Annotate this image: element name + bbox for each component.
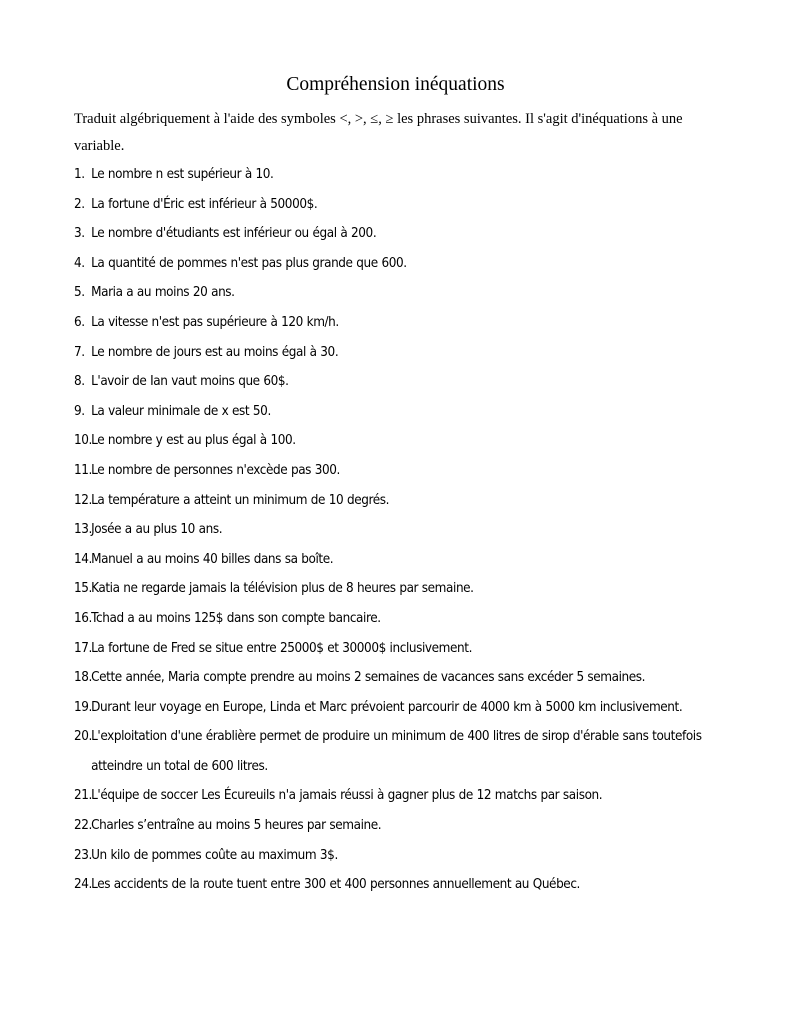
exercise-text: L'exploitation d'une érablière permet de produire un minimum de 400 litres de sirop d'érable sans toutefois atteindre un total de 600 litres. xyxy=(91,729,702,774)
exercise-item xyxy=(74,574,659,604)
exercise-item xyxy=(74,397,659,427)
exercise-number: 16. xyxy=(74,610,92,626)
exercise-item xyxy=(74,515,659,545)
exercise-text: Le nombre de jours est au moins égal à 30. xyxy=(91,344,339,360)
exercise-item xyxy=(74,486,659,516)
exercise-number: 20. xyxy=(74,729,92,745)
exercise-number: 24. xyxy=(74,877,92,893)
exercise-text: La valeur minimale de x est 50. xyxy=(91,403,271,419)
exercise-item xyxy=(74,426,659,456)
exercise-item xyxy=(74,219,659,249)
page-title: Compréhension inéquations xyxy=(286,74,505,95)
exercise-text: L'équipe de soccer Les Écureuils n'a jamais réussi à gagner plus de 12 matchs par saison. xyxy=(91,788,603,804)
exercise-item xyxy=(74,249,659,279)
exercise-item xyxy=(74,160,659,190)
exercise-text: Maria a au moins 20 ans. xyxy=(91,285,235,301)
exercise-item xyxy=(74,693,726,723)
exercise-item xyxy=(74,634,659,664)
exercise-number: 2. xyxy=(74,196,85,212)
exercise-number: 21. xyxy=(74,788,92,804)
exercise-text: Le nombre y est au plus égal à 100. xyxy=(91,433,296,449)
exercise-text: La quantité de pommes n'est pas plus grande que 600. xyxy=(91,255,407,271)
exercise-number: 10. xyxy=(74,433,92,449)
exercise-text: Josée a au plus 10 ans. xyxy=(91,522,223,538)
exercise-number: 23. xyxy=(74,847,92,863)
exercise-number: 4. xyxy=(74,255,85,271)
exercise-text: La fortune d'Éric est inférieur à 50000$. xyxy=(91,196,318,212)
exercise-item xyxy=(74,190,659,220)
exercise-text: Katia ne regarde jamais la télévision plus de 8 heures par semaine. xyxy=(91,581,474,597)
exercise-number: 17. xyxy=(74,640,92,656)
exercise-item xyxy=(74,722,726,781)
exercise-number: 8. xyxy=(74,374,85,390)
exercise-item xyxy=(74,367,659,397)
exercise-number: 19. xyxy=(74,699,92,715)
exercise-number: 5. xyxy=(74,285,85,301)
exercise-item xyxy=(74,663,659,693)
exercise-item xyxy=(74,338,659,368)
exercise-text: Tchad a au moins 125$ dans son compte bancaire. xyxy=(91,610,381,626)
exercise-number: 15. xyxy=(74,581,92,597)
exercise-item xyxy=(74,545,659,575)
exercise-number: 1. xyxy=(74,167,85,182)
exercise-item xyxy=(74,841,659,871)
exercise-text: La température a atteint un minimum de 10 degrés. xyxy=(91,492,390,508)
exercise-number: 22. xyxy=(74,818,92,834)
exercise-number: 3. xyxy=(74,226,85,242)
exercise-item xyxy=(74,308,659,338)
exercise-text: Les accidents de la route tuent entre 300 et 400 personnes annuellement au Québec. xyxy=(91,877,580,893)
exercise-number: 6. xyxy=(74,314,85,330)
exercise-item xyxy=(74,278,659,308)
exercise-text: La fortune de Fred se situe entre 25000$ et 30000$ inclusivement. xyxy=(91,640,472,656)
exercise-item xyxy=(74,604,659,634)
exercise-item xyxy=(74,456,659,486)
exercise-text: La vitesse n'est pas supérieure à 120 km/h. xyxy=(91,314,339,330)
exercise-number: 9. xyxy=(74,403,85,419)
exercise-number: 14. xyxy=(74,551,92,567)
exercise-text: Durant leur voyage en Europe, Linda et Marc prévoient parcourir de 4000 km à 5000 km inclusivement. xyxy=(91,699,683,715)
instructions-text: Traduit algébriquement à l'aide des symboles <, >, ≤, ≥ les phrases suivantes. Il s'agit d'inéquations à une variable. xyxy=(74,111,683,154)
exercise-text: Manuel a au moins 40 billes dans sa boîte. xyxy=(91,551,334,567)
exercise-text: Le nombre de personnes n'excède pas 300. xyxy=(91,462,340,478)
exercise-number: 7. xyxy=(74,344,85,360)
exercise-number: 11. xyxy=(74,462,92,478)
exercise-text: L'avoir de Ian vaut moins que 60$. xyxy=(91,374,289,390)
exercise-list xyxy=(74,160,702,900)
exercise-number: 18. xyxy=(74,670,92,686)
exercise-item xyxy=(74,870,659,900)
exercise-text: Cette année, Maria compte prendre au moins 2 semaines de vacances sans excéder 5 semaines. xyxy=(91,670,646,686)
exercise-number: 13. xyxy=(74,522,92,538)
exercise-text: Le nombre d'étudiants est inférieur ou égal à 200. xyxy=(91,226,377,242)
exercise-text: Le nombre n est supérieur à 10. xyxy=(91,167,274,182)
exercise-item xyxy=(74,811,659,841)
exercise-number: 12. xyxy=(74,492,92,508)
exercise-item xyxy=(74,781,659,811)
exercise-text: Charles s’entraîne au moins 5 heures par semaine. xyxy=(91,818,382,834)
exercise-text: Un kilo de pommes coûte au maximum 3$. xyxy=(91,847,338,863)
